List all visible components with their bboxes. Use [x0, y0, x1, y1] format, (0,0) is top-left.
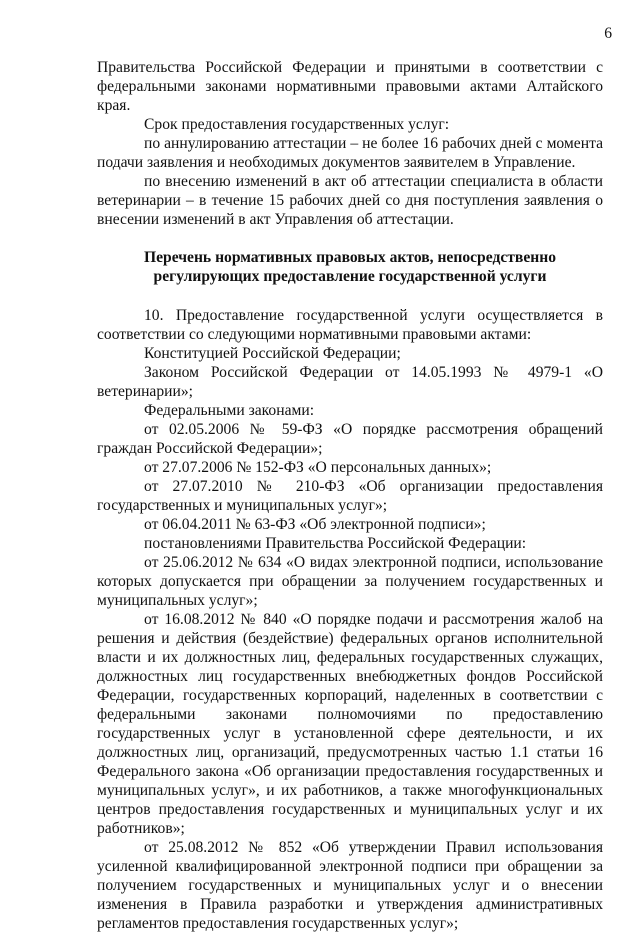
paragraph: Срок предоставления государственных услуг: [144, 116, 450, 133]
paragraph: по внесению изменений в акт об аттестации специалиста в области ветеринарии – в течение 15 рабочих дней со дня поступления заявления о внесении изменений в акт Управления об аттестации. [97, 173, 603, 228]
page-number: 6 [604, 25, 612, 42]
paragraph: Правительства Российской Федерации и принятыми в соответствии с федеральными законами нормативными правовыми актами Алтайского края. [97, 59, 603, 114]
paragraph: от 25.06.2012 № 634 «О видах электронной подписи, использование которых допускается при обращении за получением государственных и муниципальных услуг»; [97, 554, 603, 609]
paragraph: Законом Российской Федерации от 14.05.1993 № 4979-1 «О ветеринарии»; [97, 364, 603, 400]
paragraph: от 16.08.2012 № 840 «О порядке подачи и рассмотрения жалоб на решения и действия (бездействие) федеральных органов исполнительной власти и их должностных лиц, федеральных государственных служащих, должностных лиц государственных внебюджетных фондов Российской Федерации, государственных корпораций, наделенных в соответствии с федеральными законами полномочиями по предоставлению государственных услуг в установленной сфере деятельности, и их должностных лиц, организаций, предусмотренных частью 1.1 статьи 16 Федерального закона «Об организации предоставления государственных и муниципальных услуг», и их работников, а также многофункциональных центров предоставления государственных и муниципальных услуг и их работников»; [97, 611, 603, 837]
paragraph: от 06.04.2011 № 63-ФЗ «Об электронной подписи»; [144, 516, 486, 533]
paragraph: от 02.05.2006 № 59-ФЗ «О порядке рассмотрения обращений граждан Российской Федерации»; [97, 421, 603, 457]
section-heading: Перечень нормативных правовых актов, непосредственно регулирующих предоставление государственной услуги [143, 249, 557, 285]
paragraph: от 25.08.2012 № 852 «Об утверждении Правил использования усиленной квалифицированной электронной подписи при обращении за получением государственных и муниципальных услуг и о внесении изменения в Правила разработки и утверждения административных регламентов предоставления государственных услуг»; [97, 839, 603, 932]
document-body [97, 58, 603, 933]
bottom-paragraphs [97, 306, 603, 933]
paragraph: по аннулированию аттестации – не более 16 рабочих дней с момента подачи заявления и необходимых документов заявителем в Управление. [97, 135, 603, 171]
paragraph: 10. Предоставление государственной услуги осуществляется в соответствии со следующими нормативными правовыми актами: [97, 307, 603, 343]
paragraph: Федеральными законами: [144, 402, 315, 419]
paragraph: от 27.07.2010 № 210-ФЗ «Об организации предоставления государственных и муниципальных услуг»; [97, 478, 603, 514]
paragraph: постановлениями Правительства Российской Федерации: [144, 535, 527, 552]
top-paragraphs [97, 58, 603, 229]
paragraph: от 27.07.2006 № 152-ФЗ «О персональных данных»; [144, 459, 492, 476]
paragraph: Конституцией Российской Федерации; [144, 345, 401, 362]
